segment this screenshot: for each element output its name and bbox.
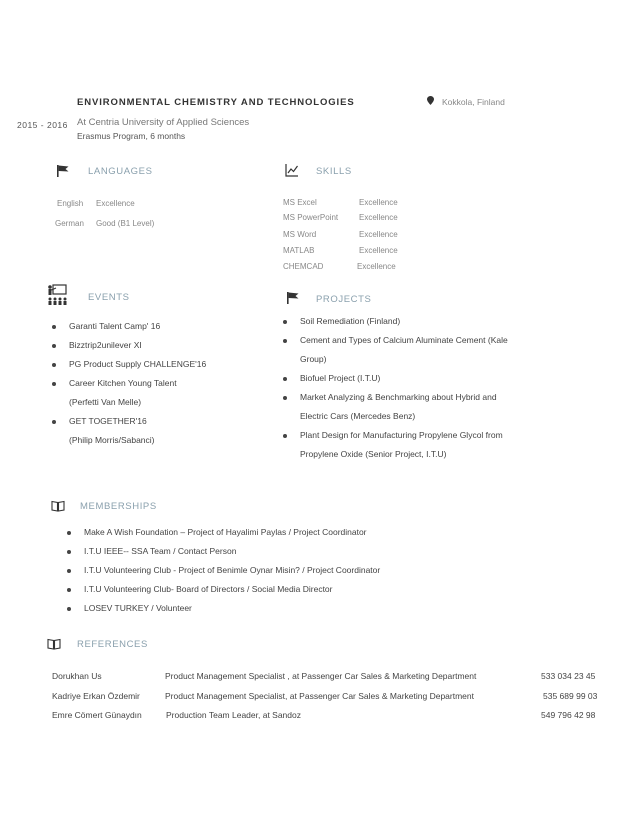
reference-name: Kadriye Erkan Özdemir xyxy=(52,691,140,701)
skill-name: MS Word xyxy=(283,230,317,239)
education-title: ENVIRONMENTAL CHEMISTRY AND TECHNOLOGIES xyxy=(77,97,355,108)
list-item: Biofuel Project (I.T.U) xyxy=(283,369,508,388)
presentation-icon xyxy=(47,284,67,306)
skill-name: MATLAB xyxy=(283,246,315,255)
list-item: Soil Remediation (Finland) xyxy=(283,312,508,331)
list-item: Bizztrip2unilever XI xyxy=(52,336,206,355)
memberships-list xyxy=(67,523,380,618)
events-list xyxy=(52,317,206,450)
skill-level: Excellence xyxy=(359,246,398,255)
skill-name: CHEMCAD xyxy=(283,262,324,271)
reference-phone: 549 796 42 98 xyxy=(541,710,596,720)
skill-name: MS Excel xyxy=(283,198,317,207)
reference-position: Product Management Specialist, at Passenger Car Sales & Marketing Department xyxy=(165,691,474,701)
reference-position: Product Management Specialist , at Passenger Car Sales & Marketing Department xyxy=(165,671,477,681)
list-item: I.T.U Volunteering Club - Project of Benimle Oynar Misin? / Project Coordinator xyxy=(67,561,380,580)
skill-level: Excellence xyxy=(359,198,398,207)
reference-name: Emre Cömert Günaydın xyxy=(52,710,142,720)
location-pin-icon xyxy=(427,96,437,107)
list-item: I.T.U Volunteering Club- Board of Directors / Social Media Director xyxy=(67,580,380,599)
location-text: Kokkola, Finland xyxy=(442,97,505,107)
languages-heading: LANGUAGES xyxy=(88,166,153,177)
references-heading: REFERENCES xyxy=(77,639,148,650)
memberships-heading: MEMBERSHIPS xyxy=(80,501,157,512)
reference-position: Production Team Leader, at Sandoz xyxy=(166,710,301,720)
events-heading: EVENTS xyxy=(88,292,130,303)
projects-heading: PROJECTS xyxy=(316,294,372,305)
list-item: I.T.U IEEE-- SSA Team / Contact Person xyxy=(67,542,380,561)
flag-icon xyxy=(56,164,70,178)
reference-name: Dorukhan Us xyxy=(52,671,102,681)
list-item: GET TOGETHER'16 (Philip Morris/Sabanci) xyxy=(52,412,206,450)
list-item: Market Analyzing & Benchmarking about Hybrid and Electric Cars (Mercedes Benz) xyxy=(283,388,508,426)
list-item: LOSEV TURKEY / Volunteer xyxy=(67,599,380,618)
list-item: Make A Wish Foundation – Project of Hayalimi Paylas / Project Coordinator xyxy=(67,523,380,542)
education-years: 2015 - 2016 xyxy=(17,120,68,130)
list-item: PG Product Supply CHALLENGE'16 xyxy=(52,355,206,374)
language-name-german: German xyxy=(55,219,84,228)
language-level-english: Excellence xyxy=(96,199,135,208)
skills-heading: SKILLS xyxy=(316,166,352,177)
education-location xyxy=(427,96,505,107)
language-name-english: English xyxy=(57,199,84,208)
list-item: Career Kitchen Young Talent (Perfetti Van Melle) xyxy=(52,374,206,412)
flag-icon xyxy=(286,291,300,305)
list-item: Cement and Types of Calcium Aluminate Cement (Kale Group) xyxy=(283,331,508,369)
book-icon xyxy=(47,638,61,650)
skill-level: Excellence xyxy=(357,262,396,271)
reference-phone: 535 689 99 03 xyxy=(543,691,598,701)
skill-level: Excellence xyxy=(359,213,398,222)
skill-level: Excellence xyxy=(359,230,398,239)
book-icon xyxy=(51,500,65,512)
skill-name: MS PowerPoint xyxy=(283,213,339,222)
list-item: Garanti Talent Camp' 16 xyxy=(52,317,206,336)
education-school: At Centria University of Applied Sciences xyxy=(77,117,250,128)
language-level-german: Good (B1 Level) xyxy=(96,219,155,228)
list-item: Plant Design for Manufacturing Propylene Glycol from Propylene Oxide (Senior Project, I.T.U) xyxy=(283,426,508,464)
reference-phone: 533 034 23 45 xyxy=(541,671,596,681)
chart-icon xyxy=(285,163,299,177)
education-program: Erasmus Program, 6 months xyxy=(77,131,186,141)
projects-list xyxy=(283,312,508,464)
